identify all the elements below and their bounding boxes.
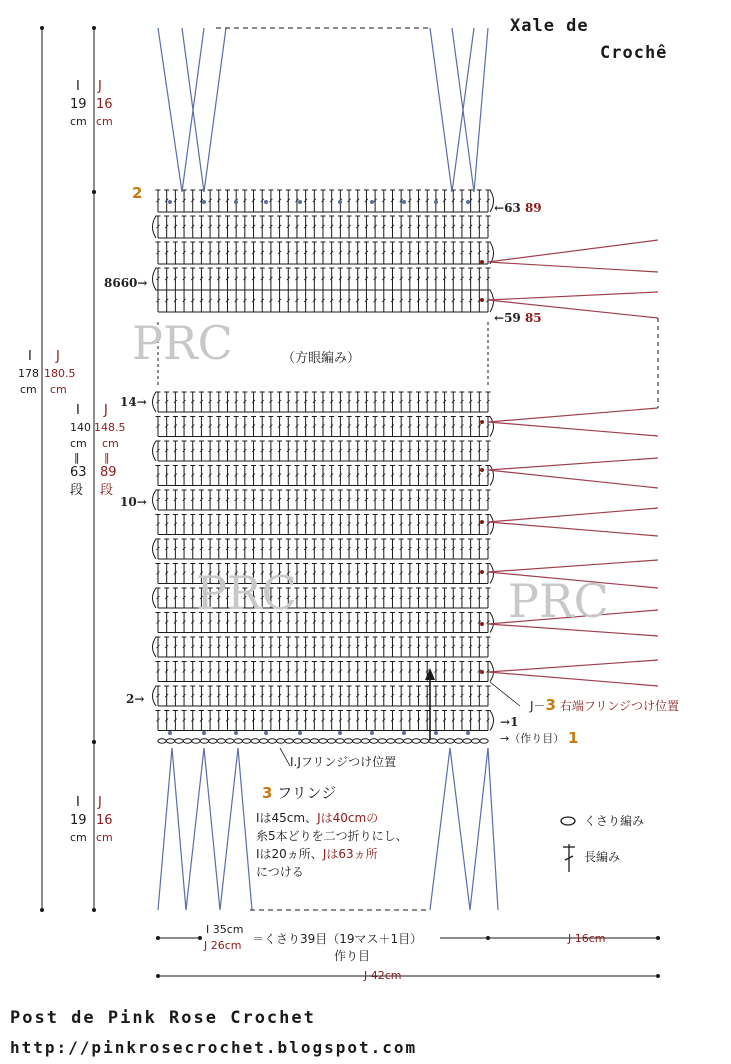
dim-j-label: J <box>98 79 102 94</box>
dim-width-left-end <box>198 936 202 940</box>
chain-stitch <box>209 739 217 743</box>
dim-width-total-end <box>156 974 160 978</box>
right-fringe-dot <box>480 468 484 472</box>
chain-stitch <box>370 739 378 743</box>
dim-mid-j-label: J <box>104 403 108 418</box>
chain-stitch <box>454 739 462 743</box>
chain-stitch <box>404 739 412 743</box>
dim-total-i-unit: cm <box>20 383 37 396</box>
dim-width-left-end <box>156 936 160 940</box>
chain-stitch <box>192 739 200 743</box>
dim-total-i-label: I <box>28 349 32 364</box>
foundation-number: 1 <box>568 729 579 747</box>
footer-post: Post de Pink Rose Crochet <box>10 1008 316 1028</box>
right-fringe-dot <box>480 570 484 574</box>
attach-dot <box>466 731 470 735</box>
width-foundation: 作り目 <box>334 949 371 963</box>
attach-dot <box>234 731 238 735</box>
dim-mid-i-rows: 63 <box>70 465 87 480</box>
turning-chain <box>490 466 494 486</box>
chain-stitch <box>243 739 251 743</box>
chain-stitch <box>353 739 361 743</box>
fringe-strand <box>204 748 220 910</box>
fringe-line-2: 糸5本どりを二つ折りにし、 <box>256 829 408 843</box>
turning-chain <box>153 441 157 461</box>
attach-dot <box>338 200 342 204</box>
chain-stitch <box>200 739 208 743</box>
dim-mid-j-unit: cm <box>102 437 119 450</box>
attach-dot <box>298 731 302 735</box>
dim-bottom-line-end <box>92 740 96 744</box>
fringe-strand <box>186 748 204 910</box>
row-marker-10: 10→ <box>120 495 147 509</box>
leader-line <box>490 682 520 706</box>
chain-stitch <box>344 739 352 743</box>
fringe-strand <box>204 28 226 192</box>
dim-mid-i-value: 140 <box>70 421 91 434</box>
turning-chain <box>490 242 494 264</box>
attach-dot <box>168 731 172 735</box>
attach-dot <box>264 200 268 204</box>
dim-mid-equals: ‖ <box>74 451 80 464</box>
right-fringe-strand <box>488 470 658 488</box>
turning-chain <box>490 613 494 633</box>
title-line-1: Xale de <box>510 16 589 36</box>
right-fringe-strand <box>488 522 658 536</box>
attach-dot <box>298 200 302 204</box>
width-j-total: J 42cm <box>364 969 402 982</box>
attach-dot <box>168 200 172 204</box>
watermark: PRC <box>132 316 233 370</box>
dim-i-value: 19 <box>70 97 87 112</box>
legend-dc-label: 長編み <box>584 850 621 864</box>
turning-chain <box>490 564 494 584</box>
right-fringe-dot <box>480 622 484 626</box>
dim-bottom-i-unit: cm <box>70 831 87 844</box>
fringe-strand <box>430 748 450 910</box>
fringe-line-1: Iは45cm、Jは40cmの <box>256 811 379 825</box>
chain-stitch <box>327 739 335 743</box>
dim-bottom-j-unit: cm <box>96 831 113 844</box>
attach-dot <box>370 731 374 735</box>
dim-mid-row-unit: 段 <box>100 483 114 498</box>
right-fringe-strand <box>488 660 658 672</box>
row-marker-59-85: ←59 85 <box>494 311 542 325</box>
right-fringe-strand <box>488 408 658 422</box>
chain-stitch <box>293 739 301 743</box>
fringe-strand <box>158 28 182 192</box>
attach-dot <box>202 200 206 204</box>
fringe-strand <box>430 28 452 192</box>
chain-stitch <box>420 739 428 743</box>
row-marker-2: 2→ <box>126 692 145 706</box>
turning-chain <box>153 268 157 290</box>
fringe-heading: 3 フリンジ <box>262 784 337 802</box>
watermark: PRC <box>508 574 609 628</box>
attach-dot <box>264 731 268 735</box>
fringe-strand <box>238 748 252 910</box>
chain-stitch <box>395 739 403 743</box>
width-formula: ＝くさり39目（19マス＋1目） <box>252 932 423 946</box>
dim-total-line-end <box>40 26 44 30</box>
turning-chain <box>153 686 157 706</box>
attach-dot <box>466 200 470 204</box>
chain-stitch <box>387 739 395 743</box>
dim-mid-j-value: 148.5 <box>94 421 126 434</box>
row-marker-14: 14→ <box>120 395 147 409</box>
chain-stitch <box>412 739 420 743</box>
row-marker-63-89: ←63 89 <box>494 201 542 215</box>
turning-chain <box>153 490 157 510</box>
dim-bottom-line-end <box>92 908 96 912</box>
fringe-strand <box>450 748 470 910</box>
dim-mid-line-end <box>92 190 96 194</box>
footer-url[interactable]: http://pinkrosecrochet.blogspot.com <box>10 1038 418 1057</box>
row-marker-2-gold: 2 <box>132 184 143 202</box>
dim-total-i-value: 178 <box>18 367 39 380</box>
right-fringe-strand <box>488 240 658 262</box>
chain-stitch <box>158 739 166 743</box>
dim-total-line-end <box>40 908 44 912</box>
chain-stitch <box>463 739 471 743</box>
watermark: PRC <box>196 566 297 620</box>
turning-chain <box>490 515 494 535</box>
dim-bottom-i-value: 19 <box>70 813 87 828</box>
right-fringe-label: J－3 右端フリンジつけ位置 <box>530 696 680 714</box>
width-j: J 26cm <box>204 939 242 952</box>
fringe-strand <box>488 748 498 910</box>
attach-dot <box>402 200 406 204</box>
attach-dot <box>370 200 374 204</box>
row-marker-8660: 8660→ <box>104 276 148 290</box>
chain-stitch <box>183 739 191 743</box>
dim-mid-equals: ‖ <box>104 451 110 464</box>
right-fringe-strand <box>488 262 658 272</box>
dim-top-line-end <box>92 26 96 30</box>
fringe-line-3: Iは20ヵ所、Jは63ヵ所 <box>256 847 378 861</box>
right-fringe-strand <box>488 672 658 686</box>
attach-dot <box>338 731 342 735</box>
right-fringe-strand <box>488 292 658 300</box>
turning-chain <box>153 539 157 559</box>
chain-stitch <box>166 739 174 743</box>
row-marker-1: →1 <box>500 715 519 729</box>
turning-chain <box>490 190 494 212</box>
right-fringe-strand <box>488 508 658 522</box>
title-line-2: Crochê <box>600 43 668 63</box>
ij-fringe-label: I.Jフリンジつけ位置 <box>290 755 397 769</box>
dim-bottom-j-label: J <box>98 795 102 810</box>
fringe-strand <box>172 748 186 910</box>
chain-stitch <box>471 739 479 743</box>
fringe-line-4: につける <box>256 865 304 879</box>
double-crochet-icon <box>560 842 578 874</box>
chain-stitch <box>276 739 284 743</box>
chain-stitch-icon <box>556 814 580 828</box>
leader-line <box>280 748 290 766</box>
chain-stitch <box>446 739 454 743</box>
direction-arrowhead <box>425 668 435 680</box>
dim-i-unit: cm <box>70 115 87 128</box>
chain-stitch <box>259 739 267 743</box>
chain-stitch <box>285 739 293 743</box>
turning-chain <box>490 417 494 437</box>
chain-stitch <box>217 739 225 743</box>
turning-chain <box>490 711 494 731</box>
chain-stitch <box>480 739 488 743</box>
dim-mid-i-label: I <box>76 403 80 418</box>
mesh-stitch-label: （方眼編み） <box>282 351 361 366</box>
attach-dot <box>434 731 438 735</box>
fringe-strand <box>220 748 238 910</box>
dim-total-j-unit: cm <box>50 383 67 396</box>
legend-chain-label: くさり編み <box>584 814 645 828</box>
turning-chain <box>153 637 157 657</box>
turning-chain <box>153 216 157 238</box>
turning-chain <box>153 392 157 412</box>
dim-j-unit: cm <box>96 115 113 128</box>
right-fringe-dot <box>480 420 484 424</box>
chain-stitch <box>234 739 242 743</box>
dim-mid-i-unit: cm <box>70 437 87 450</box>
dim-j-value: 16 <box>96 97 113 112</box>
chain-stitch <box>175 739 183 743</box>
attach-dot <box>202 731 206 735</box>
dim-bottom-i-label: I <box>76 795 80 810</box>
chain-stitch <box>226 739 234 743</box>
attach-dot <box>234 200 238 204</box>
dim-mid-j-rows: 89 <box>100 465 117 480</box>
attach-dot <box>402 731 406 735</box>
chain-stitch <box>336 739 344 743</box>
dim-width-total-end <box>656 974 660 978</box>
right-fringe-dot <box>480 260 484 264</box>
dim-total-j-label: J <box>56 349 60 364</box>
right-fringe-dot <box>480 298 484 302</box>
width-i: I 35cm <box>206 923 244 936</box>
chain-stitch <box>302 739 310 743</box>
dim-bottom-j-value: 16 <box>96 813 113 828</box>
chain-stitch <box>268 739 276 743</box>
attach-dot <box>434 200 438 204</box>
stitch-grid <box>153 190 494 743</box>
chain-stitch <box>319 739 327 743</box>
foundation-label: →（作り目） <box>500 732 565 745</box>
chain-stitch <box>437 739 445 743</box>
fringe-strand <box>158 748 172 910</box>
chain-stitch <box>251 739 259 743</box>
dim-i-label: I <box>76 79 80 94</box>
fringe-strand <box>470 748 488 910</box>
turning-chain <box>153 588 157 608</box>
width-j-right: J 16cm <box>568 932 606 945</box>
right-fringe-dot <box>480 670 484 674</box>
right-fringe-strand <box>488 458 658 470</box>
chain-stitch <box>378 739 386 743</box>
right-fringe-strand <box>488 422 658 436</box>
chain-stitch <box>361 739 369 743</box>
dim-width-right-end <box>486 936 490 940</box>
chain-stitch <box>310 739 318 743</box>
dim-width-right-end <box>656 936 660 940</box>
right-fringe-dot <box>480 520 484 524</box>
dim-mid-row-unit: 段 <box>70 483 84 498</box>
fringe-strand <box>474 28 488 192</box>
dim-total-j-value: 180.5 <box>44 367 76 380</box>
fringe-lines <box>158 28 658 910</box>
right-fringe-strand <box>488 560 658 572</box>
